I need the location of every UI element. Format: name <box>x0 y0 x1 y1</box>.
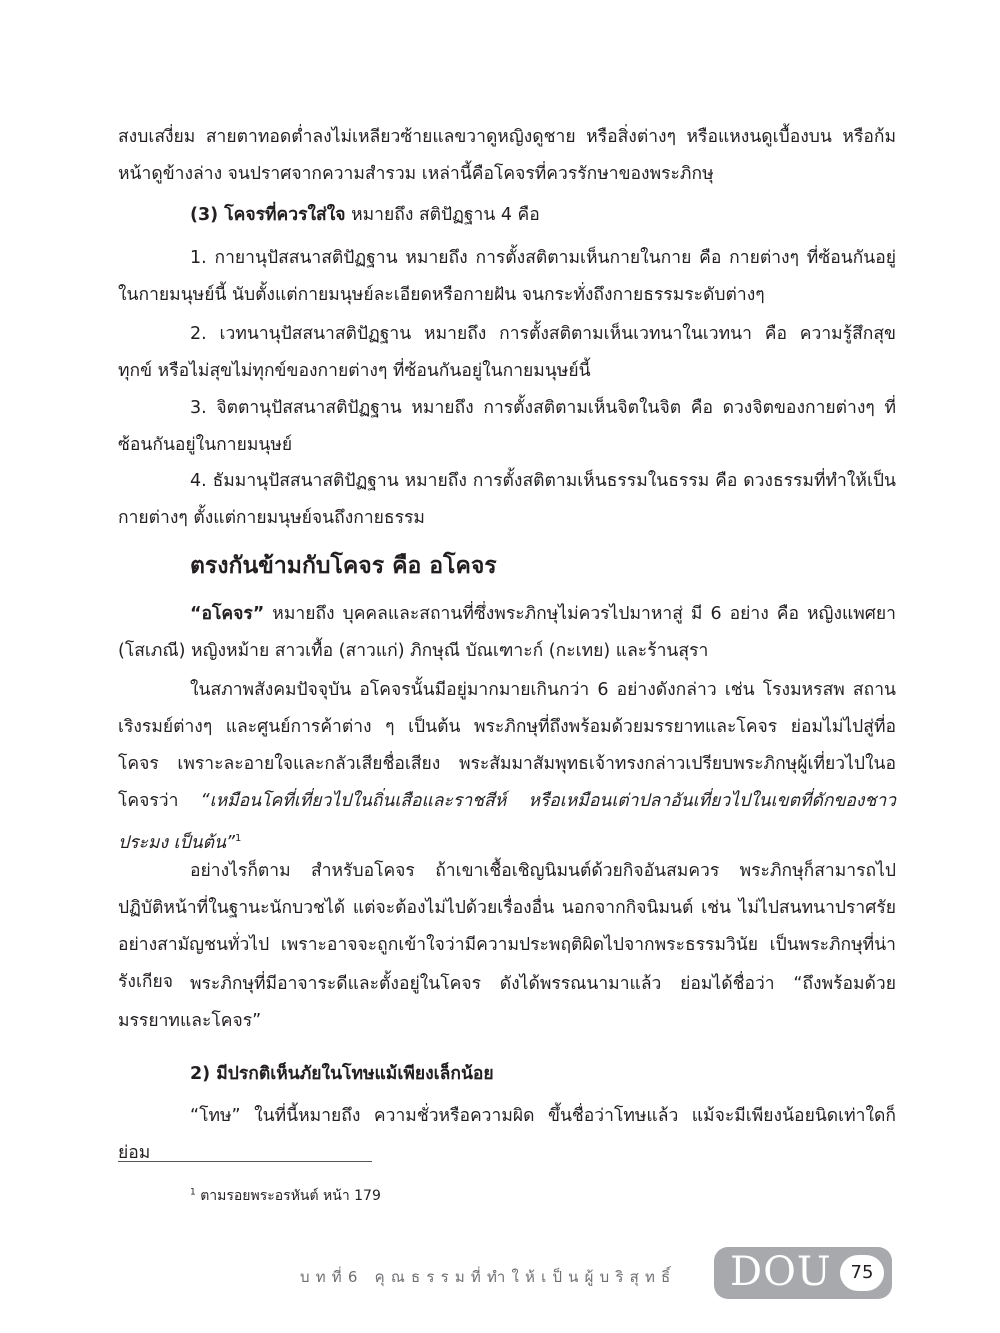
paragraph-1: สงบเสงี่ยม สายตาทอดต่ำลงไม่เหลียวซ้ายแลขวาดูหญิงดูชาย หรือสิ่งต่างๆ หรือแหงนดูเบื้องบน หรือก้มหน้าดูข้างล่าง จนปราศจากความสำรวม เหล่านี้คือโคจรที่ควรรักษาของพระภิกษุ <box>118 127 896 184</box>
paragraph-7-text: หมายถึง บุคคลและสถานที่ซึ่งพระภิกษุไม่ควรไปมาหาสู่ มี 6 อย่าง คือ หญิงแพศยา (โสเภณี) หญิงหม้าย สาวเทื้อ (สาวแก่) ภิกษุณี บัณเฑาะก์ (กะเทย) และร้านสุรา <box>118 604 896 661</box>
paragraph-3: 1. กายานุปัสสนาสติปัฏฐาน หมายถึง การตั้งสติตามเห็นกายในกาย คือ กายต่างๆ ที่ซ้อนกันอยู่ในกายมนุษย์นี้ นับตั้งแต่กายมนุษย์ละเอียดหรือกายฝัน จนกระทั่งถึงกายธรรมระดับต่างๆ <box>118 248 896 305</box>
paragraph-8 <box>118 672 896 862</box>
footnote-text: ตามรอยพระอรหันต์ หน้า 179 <box>200 1188 381 1204</box>
paragraph-2-text: หมายถึง สติปัฏฐาน 4 คือ <box>345 205 540 225</box>
paragraph-6: 4. ธัมมานุปัสสนาสติปัฏฐาน หมายถึง การตั้งสติตามเห็นธรรมในธรรม คือ ดวงธรรมที่ทำให้เป็นกายต่างๆ ตั้งแต่กายมนุษย์จนถึงกายธรรม <box>118 471 896 528</box>
paragraph-2 <box>190 197 540 234</box>
paragraph-9: อย่างไรก็ตาม สำหรับอโคจร ถ้าเขาเชื้อเชิญนิมนต์ด้วยกิจอันสมควร พระภิกษุก็สามารถไปปฏิบัติหน้าที่ในฐานะนักบวชได้ แต่จะต้องไม่ไปด้วยเรื่องอื่น นอกจากกิจนิมนต์ เช่น ไม่ไปสนทนาปราศรัยอย่างสามัญชนทั่วไป เพราะอาจจะถูกเข้าใจว่ามีความประพฤติผิดไปจากพระธรรมวินัย เป็นพระภิกษุที่น่ารังเกียจ <box>118 861 896 992</box>
paragraph-8-quote: “เหมือนโคที่เที่ยวไปในถิ่นเสือและราชสีห์ หรือเหมือนเต่าปลาอันเที่ยวไปในเขตที่ดักของชาวประมง เป็นต้น” <box>118 791 896 853</box>
paragraph-4: 2. เวทนานุปัสสนาสติปัฏฐาน หมายถึง การตั้งสติตามเห็นเวทนาในเวทนา คือ ความรู้สึกสุข ทุกข์ หรือไม่สุขไม่ทุกข์ของกายต่างๆ ที่ซ้อนกันอยู่ในกายมนุษย์นี้ <box>118 324 896 381</box>
footnote-ref: 1 <box>235 833 242 844</box>
paragraph-8-text: ในสภาพสังคมปัจจุบัน อโคจรนั้นมีอยู่มากมายเกินกว่า 6 อย่างดังกล่าว เช่น โรงมหรสพ สถานเริงรมย์ต่างๆ และศูนย์การค้าต่าง ๆ เป็นต้น พระภิกษุที่ถึงพร้อมด้วยมรรยาทและโคจร ย่อมไม่ไปสู่ที่อโคจร เพราะละอายใจและกลัวเสียชื่อเสียง พระสัมมาสัมพุทธเจ้าทรงกล่าวเปรียบพระภิกษุผู้เที่ยวไปในอโคจรว่า <box>118 680 896 811</box>
footnote-divider <box>118 1161 372 1162</box>
paragraph-7 <box>118 596 896 670</box>
paragraph-10: พระภิกษุที่มีอาจาระดีและตั้งอยู่ในโคจร ดังได้พรรณนามาแล้ว ย่อมได้ชื่อว่า “ถึงพร้อมด้วยมรรยาทและโคจร” <box>118 974 896 1031</box>
paragraph-7-bold: “อโคจร” <box>190 604 265 624</box>
paragraph-5: 3. จิตตานุปัสสนาสติปัฏฐาน หมายถึง การตั้งสติตามเห็นจิตในจิต คือ ดวงจิตของกายต่างๆ ที่ซ้อนกันอยู่ในกายมนุษย์ <box>118 398 896 455</box>
section-heading: ตรงกันข้ามกับโคจร คือ อโคจร <box>190 553 497 579</box>
paragraph-11: “โทษ” ในที่นี้หมายถึง ความชั่วหรือความผิด ขึ้นชื่อว่าโทษแล้ว แม้จะมีเพียงน้อยนิดเท่าใดก็ย่อม <box>118 1106 896 1163</box>
footnote-marker: 1 <box>190 1187 196 1198</box>
sub-heading: 2) มีปรกติเห็นภัยในโทษแม้เพียงเล็กน้อย <box>190 1064 494 1084</box>
footnote <box>190 1185 381 1207</box>
dou-logo-badge <box>714 1247 892 1299</box>
paragraph-2-bold: (3) โคจรที่ควรใส่ใจ <box>190 205 346 225</box>
running-footer-title: บทที่6 คุณธรรมที่ทำให้เป็นผู้บริสุทธิ์ <box>300 1268 677 1286</box>
dou-logo-text: DOU <box>730 1249 832 1295</box>
page-number: 75 <box>840 1255 884 1291</box>
